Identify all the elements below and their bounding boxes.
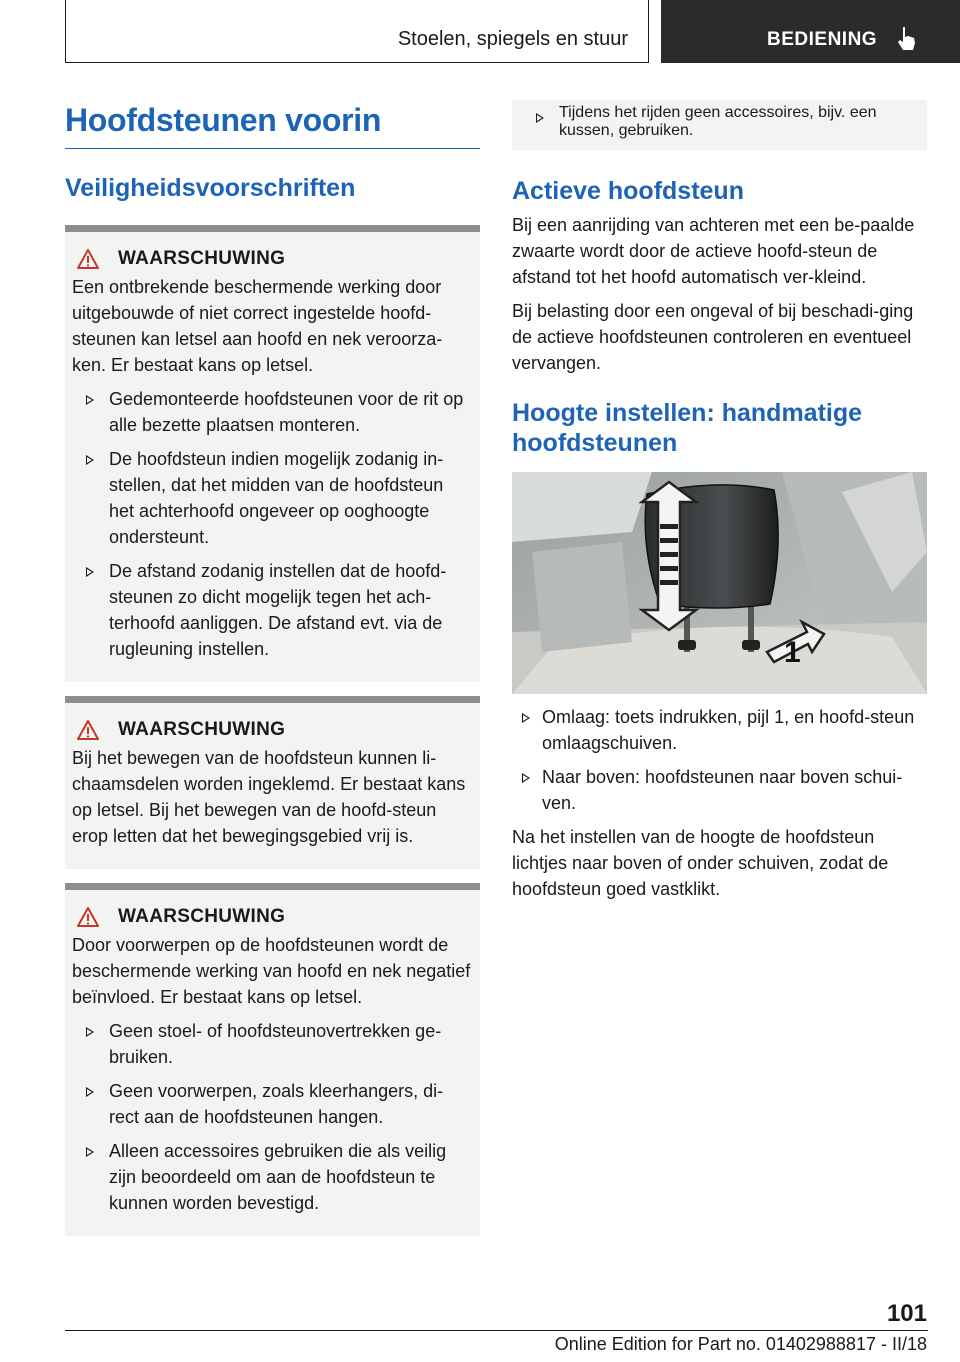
pointing-hand-icon (895, 25, 917, 53)
warning-text: Door voorwerpen op de hoofdsteunen wordt de beschermende werking van hoofd en nek negatief beïnvloed. Er bestaat kans op letsel. (72, 935, 471, 1007)
list-item-text: Naar boven: hoofdsteunen naar boven schui-ven. (542, 767, 903, 813)
warning-box-3 (65, 883, 480, 1236)
left-column (65, 100, 480, 1236)
section-heading-active-headrest: Actieve hoofdsteun (512, 177, 744, 205)
header-section-title: Stoelen, spiegels en stuur (397, 28, 628, 50)
paragraph: Bij belasting door een ongeval of bij beschadi-ging de actieve hoofdsteunen controleren en eventueel vervangen. (512, 301, 914, 373)
list-item-text: Tijdens het rijden geen accessoires, bijv. een kussen, gebruiken. (559, 104, 877, 139)
bullet-triangle-icon (86, 1027, 94, 1037)
image-callout-number: 1 (784, 636, 801, 669)
warning-triangle-icon (76, 719, 100, 741)
bullet-triangle-icon (86, 1087, 94, 1097)
footer-divider (65, 1330, 928, 1331)
warning-text: Een ontbrekende beschermende werking door uitgebouwde of niet correct ingestelde hoofd-steunen kan letsel aan hoofd en nek veroorza-ken. Er bestaat kans op letsel. (72, 277, 443, 375)
bullet-triangle-icon (86, 395, 94, 405)
warning-label: WAARSCHUWING (118, 719, 286, 740)
list-item-text: De afstand zodanig instellen dat de hoofd-steunen zo dicht mogelijk tegen het ach-terhoofd aanliggen. De afstand evt. via de rugleuning instellen. (109, 561, 447, 659)
warning-label: WAARSCHUWING (118, 248, 286, 269)
bullet-triangle-icon (86, 455, 94, 465)
list-item (72, 386, 472, 438)
list-item-text: De hoofdsteun indien mogelijk zodanig in-stellen, dat het midden van de hoofdsteun het achterhoofd ongeveer op ooghoogte ondersteunt. (109, 449, 444, 547)
section-heading-height-adjust: Hoogte instellen: handmatige hoofdsteunen (512, 399, 863, 457)
bullet-triangle-icon (522, 713, 530, 723)
footer-edition: Online Edition for Part no. 01402988817 - II/18 (554, 1334, 927, 1354)
right-column (512, 100, 927, 902)
list-item-text: Gedemonteerde hoofdsteunen voor de rit op alle bezette plaatsen monteren. (109, 389, 464, 435)
list-item (512, 764, 927, 816)
list-item (72, 558, 472, 662)
list-item-text: Geen voorwerpen, zoals kleerhangers, di-rect aan de hoofdsteunen hangen. (109, 1081, 444, 1127)
bullet-triangle-icon (536, 113, 544, 123)
list-item (72, 1078, 472, 1130)
header-chapter-label: BEDIENING (767, 29, 878, 50)
list-item-text: Geen stoel- of hoofdsteunovertrekken ge-bruiken. (109, 1021, 442, 1067)
list-item-text: Omlaag: toets indrukken, pijl 1, en hoofd-steun omlaagschuiven. (542, 707, 915, 753)
warning-triangle-icon (76, 906, 100, 928)
warning-box-1 (65, 225, 480, 682)
headrest-photo (512, 472, 927, 694)
warning-triangle-icon (76, 248, 100, 270)
list-item (72, 446, 472, 550)
paragraph: Na het instellen van de hoogte de hoofdsteun lichtjes naar boven of onder schuiven, zodat de hoofdsteun goed vastklikt. (512, 827, 889, 899)
warning-box-2 (65, 696, 480, 869)
page-title: Hoofdsteunen voorin (65, 100, 480, 149)
list-item (512, 704, 927, 756)
list-item-text: Alleen accessoires gebruiken die als veilig zijn beoordeeld om aan de hoofdsteun te kunnen worden bevestigd. (109, 1141, 447, 1213)
warning-label: WAARSCHUWING (118, 906, 286, 927)
list-item (72, 1018, 472, 1070)
list-item (72, 1138, 472, 1216)
header-chapter-tab[interactable] (661, 0, 960, 63)
page-number: 101 (886, 1300, 927, 1327)
warning-continuation (512, 100, 927, 150)
bullet-triangle-icon (86, 1147, 94, 1157)
warning-text: Bij het bewegen van de hoofdsteun kunnen li-chaamsdelen worden ingeklemd. Er bestaat kans op letsel. Bij het bewegen van de hoofd-steun erop letten dat het bewegingsgebied vrij is. (72, 748, 466, 846)
list-item (522, 104, 919, 140)
header-section-box (65, 0, 649, 63)
paragraph: Bij een aanrijding van achteren met een be-paalde zwaarte wordt door de actieve hoofd-steun de afstand tot het hoofd automatisch ver-kleind. (512, 215, 915, 287)
safety-subtitle: Veiligheidsvoorschriften (65, 174, 356, 202)
bullet-triangle-icon (522, 773, 530, 783)
bullet-triangle-icon (86, 567, 94, 577)
